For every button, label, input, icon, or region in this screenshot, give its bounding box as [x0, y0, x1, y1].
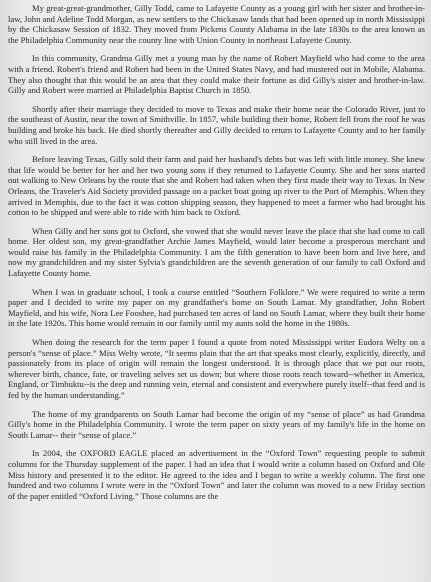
paragraph-5: When Gilly and her sons got to Oxford, she vowed that she would never leave the place that she had come to call home. Her oldest son, my great-grandfather Archie James Mayfield, would later become a prosperous merchant and would raise his family in the Philadelphia Community. I am the fifth generation to have been born and live here, and now my grandchildren and my sister Sylvia's grandchildren are the seventh generation of our family to call Oxford and Lafayette County home.: [8, 225, 425, 279]
paragraph-2: In this community, Grandma Gilly met a young man by the name of Robert Mayfield who had come to the area with a friend. Robert's friend and Robert had been in the United States Navy, and had mustered out in Mobile, Alabama. They also thought that this would be an area that they could make their fortune as did Gilly's sister and brother-in-law. Gilly and Robert were married at Philadelphia Baptist Church in 1850.: [8, 53, 425, 96]
paragraph-4: Before leaving Texas, Gilly sold their farm and paid her husband's debts but was left with little money. She knew that life would be better for her and her two young sons if they returned to Lafayette County. She and her sons started out walking to New Orleans by the route that she and Robert had taken when they first made their way to Texas. In New Orleans, the Traveler's Aid Society provided passage on a packet boat going up river to the Port of Memphis. When they arrived in Memphis, due to the fact it was cotton shipping season, they happened to meet a farmer who had brought his cotton to be shipped and were able to ride with him back to Oxford.: [8, 154, 425, 218]
paragraph-3: Shortly after their marriage they decided to move to Texas and make their home near the Colorado River, just to the southeast of Austin, near the town of Smithville. In 1857, while building their home, Robert fell from the roof he was building and broke his back. He died shortly thereafter and Gilly decided to return to Lafayette County and to her family who still lived in the area.: [8, 103, 425, 146]
paragraph-1: My great-great-grandmother, Gilly Todd, came to Lafayette County as a young girl with her sister and brother-in-law, John and Adeline Todd Morgan, as new settlers to the Chickasaw lands that had been opened up in north Mississippi by the Chickasaw Session of 1832. They moved from Pickens County Alabama in the late 1830s to the area known as the Philadelphia Community near the county line with Union County in northeast Lafayette County.: [8, 3, 425, 45]
paragraph-9: In 2004, the OXFORD EAGLE placed an advertisement in the “Oxford Town” requesting people to submit columns for the Thursday supplement of the paper. I had an idea that I would write a column based on Oxford and Ole Miss history and presented it to the editor. He agreed to the idea and I began to write a weekly column. The first one hundred and two columns I wrote were in the “Oxford Town” and later the column was moved to a new Friday section of the paper entitled “Oxford Living.” Those columns are the: [8, 448, 425, 501]
paragraph-7: When doing the research for the term paper I found a quote from noted Mississippi writer Eudora Welty on a person's “sense of place.” Miss Welty wrote, “It seems plain that the art that speaks most clearly, explicitly, directly, and passionately from its place of origin will remain the longest understood. It is through place that we put our roots, wherever birth, chance, fate, or traveling selves set us down; but where those roots reach toward--whether in America, England, or Timbuktu--is the deep and running vein, eternal and consistent and everywhere purely itself--that feed and is fed by the human understanding.”: [8, 337, 425, 400]
paragraph-8: The home of my grandparents on South Lamar had become the origin of my “sense of place” as had Grandma Gilly's home in the Philadelphia Community. I wrote the term paper on sixty years of my family's life in the home on South Lamar-- their “sense of place.”: [8, 408, 425, 440]
paragraph-6: When I was in graduate school, I took a course entitled “Southern Folklore.” We were required to write a term paper and I decided to write my paper on my grandfather's home on South Lamar. My grandfather, John Robert Mayfield, and his wife, Nora Lee Fooshee, had purchased ten acres of land on South Lamar, where they built their home in the late 1920s. This home would remain in our family until my aunts sold the home in the 1980s.: [8, 286, 425, 329]
